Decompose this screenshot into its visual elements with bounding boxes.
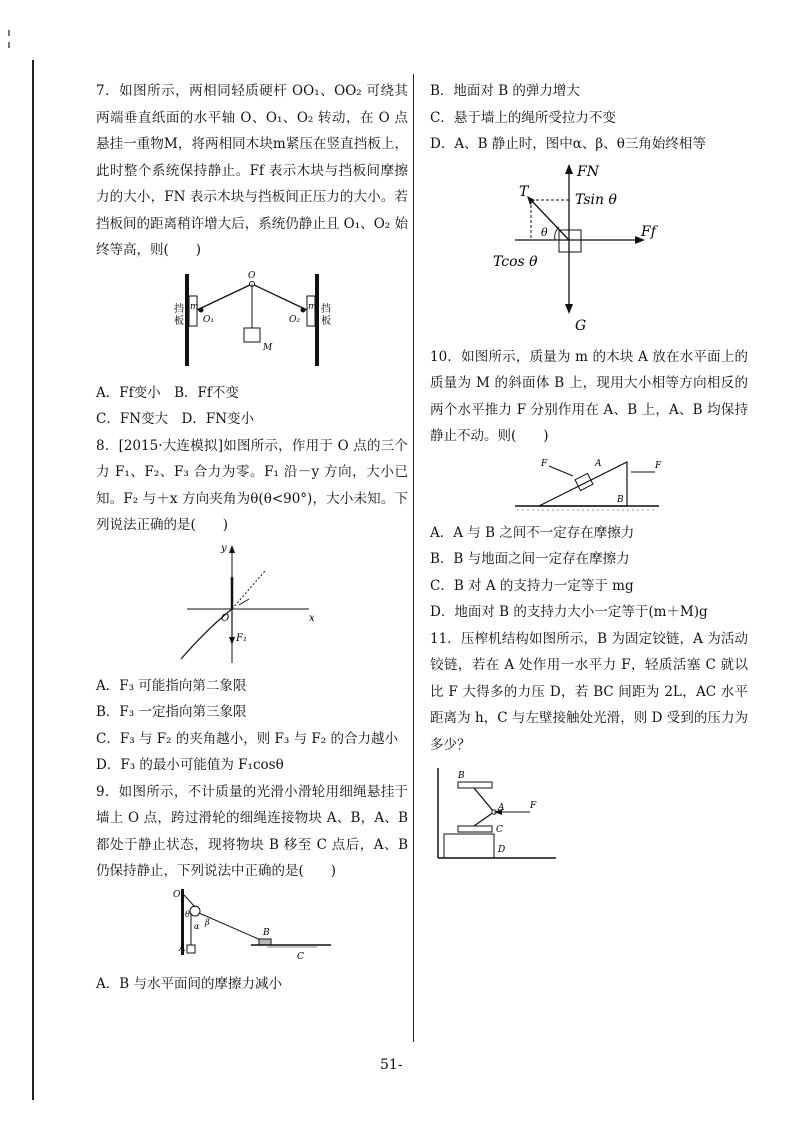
q10-option-a: A．A 与 B 之间不一定存在摩擦力 xyxy=(430,524,635,541)
q11-rod-ac xyxy=(474,812,494,826)
q7-label-M: M xyxy=(263,342,273,353)
q7-label-o: O xyxy=(248,270,256,281)
q11-label-b: B xyxy=(458,771,465,781)
q9-hanger xyxy=(184,895,195,907)
q10-wedge-b xyxy=(539,462,627,506)
q8-option-a: A．F₃ 可能指向第二象限 xyxy=(96,677,247,694)
page-number: 51- xyxy=(380,1057,403,1073)
question-11 xyxy=(430,626,748,865)
q9-label-theta: θ xyxy=(185,909,190,919)
q7-rod-right xyxy=(252,284,307,310)
q7-stem: 7．如图所示，两相同轻质硬杆 OO₁、OO₂ 可绕其两端垂直纸面的水平轴 O、O₁、O₂ 转动，在 O 点悬挂一重物M，将两相同木块m紧压在竖直挡板上，此时整个系统保持静止。Ff 表示木块与挡板间摩擦力的大小，FN 表示木块与挡板间正压力的大小。若挡板间的距离稍许增大后，系统仍静止且 O₁、O₂ 始终等高，则( ) xyxy=(96,83,408,258)
left-column xyxy=(96,78,408,997)
q10-label-b: B xyxy=(617,494,624,505)
fd-label-theta: θ xyxy=(541,225,548,239)
q9-label-alpha: α xyxy=(194,921,200,931)
fd-label-g: G xyxy=(575,317,587,334)
q11-hinge-b-mount xyxy=(458,782,492,788)
q7-label-o1: O₁ xyxy=(203,314,214,325)
q8-y-arrow xyxy=(229,545,235,553)
q11-piston-c xyxy=(458,826,492,832)
q7-label-o2: O₂ xyxy=(289,314,300,325)
q10-block-a xyxy=(575,473,593,490)
q10-label-f-right: F xyxy=(655,460,662,471)
left-margin-rule xyxy=(32,60,34,1100)
fd-label-fn: FN xyxy=(577,163,599,180)
q8-label-x: x xyxy=(309,612,315,624)
q11-label-a: A xyxy=(498,803,505,813)
q7-rod-left xyxy=(197,284,252,310)
fd-label-tcos: Tcos θ xyxy=(493,253,538,270)
fd-g-arrow xyxy=(565,304,573,314)
q8-label-f1: F₁ xyxy=(236,632,247,644)
force-diagram xyxy=(489,160,689,340)
q10-label-a: A xyxy=(595,458,602,469)
q9-option-a: A．B 与水平面间的摩擦力减小 xyxy=(96,975,282,992)
q11-rod-ba xyxy=(474,788,494,812)
q7-weight-m xyxy=(244,328,260,342)
q10-figure xyxy=(509,452,669,516)
q9-label-o: O xyxy=(173,889,181,900)
q7-pivot-o2 xyxy=(301,307,306,312)
q7-wall-left xyxy=(185,274,189,366)
q10-option-b: B．B 与地面之间一定存在摩擦力 xyxy=(430,551,630,567)
q11-stem: 11．压榨机结构如图所示，B 为固定铰链，A 为活动铰链，若在 A 处作用一水平力 F，轻质活塞 C 就以比 F 大得多的力压 D，若 BC 间距为 2L，AC 水平距离为 h，C 与左壁接触处光滑，则 D 受到的压力为多少？ xyxy=(430,630,748,753)
q7-wall-right xyxy=(315,274,319,366)
q10-force-left xyxy=(549,466,573,476)
q9-label-c: C xyxy=(297,951,304,962)
q8-label-o: O xyxy=(221,612,230,624)
q11-figure xyxy=(432,760,582,864)
q9-label-b: B xyxy=(263,927,270,938)
q7-wall-label-1: 挡 xyxy=(174,303,184,315)
q11-label-f: F xyxy=(530,801,537,811)
q11-block-d xyxy=(444,834,494,858)
q7-pivot-o1 xyxy=(199,307,204,312)
q10-stem: 10．如图所示，质量为 m 的木块 A 放在水平面上的质量为 M 的斜面体 B 上，现用大小相等方向相反的两个水平推力 F 分别作用在 A、B 上，A、B 均保持静止不动。则( ) xyxy=(430,348,748,444)
q7-wall-label-3: 挡 xyxy=(321,303,331,315)
fd-label-t: T xyxy=(519,183,529,200)
q8-option-c: C．F₃ 与 F₂ 的夹角越小，则 F₃ 与 F₂ 的合力越小 xyxy=(96,730,398,747)
q7-label-m-left: m xyxy=(190,301,199,312)
q10-option-d: D．地面对 B 的支持力大小一定等于(m＋M)g xyxy=(430,604,708,620)
q9-figure xyxy=(167,887,337,967)
fd-fn-arrow xyxy=(565,164,573,174)
question-8 xyxy=(96,433,408,779)
scan-mark xyxy=(8,30,10,36)
q7-option-cd: C．FN变大 D．FN变小 xyxy=(96,411,255,427)
q9-option-d: D．A、B 静止时，图中α、β、θ三角始终相等 xyxy=(430,136,706,152)
question-7 xyxy=(96,78,408,433)
question-9-cont xyxy=(430,78,748,340)
q7-label-m-right: m xyxy=(308,301,317,312)
q8-label-y: y xyxy=(221,542,227,554)
q8-f1-arrow xyxy=(229,637,235,645)
q7-figure xyxy=(174,266,331,376)
q11-label-d: D xyxy=(498,845,506,855)
q9-option-b: B．地面对 B 的弹力增大 xyxy=(430,83,580,99)
q8-option-b: B．F₃ 一定指向第三象限 xyxy=(96,704,247,720)
q7-wall-label-2: 板 xyxy=(174,315,184,327)
column-divider xyxy=(413,74,414,1042)
q8-figure xyxy=(177,541,327,669)
question-9 xyxy=(96,779,408,998)
q9-option-c: C．悬于墙上的绳所受拉力不变 xyxy=(430,109,616,126)
q11-label-c: C xyxy=(496,825,503,835)
fd-label-tsin: Tsin θ xyxy=(575,191,617,208)
q8-option-d: D．F₃ 的最小可能值为 F₁cosθ xyxy=(96,757,284,773)
q9-block-a xyxy=(187,945,195,953)
fd-tension xyxy=(531,200,569,240)
fd-label-ff: Ff xyxy=(641,223,656,240)
question-10 xyxy=(430,344,748,626)
q9-label-beta: β xyxy=(205,917,210,927)
q7-wall-label-4: 板 xyxy=(321,315,331,327)
q10-option-c: C．B 对 A 的支持力一定等于 mg xyxy=(430,577,634,594)
q9-stem: 9．如图所示，不计质量的光滑小滑轮用细绳悬挂于墙上 O 点，跨过滑轮的细绳连接物块 A、B，A、B 都处于静止状态，现将物块 B 移至 C 点后，A、B 仍保持静止，下列说法中正确的是( ) xyxy=(96,783,408,879)
q8-stem: 8．[2015·大连模拟]如图所示，作用于 O 点的三个力 F₁、F₂、F₃ 合力为零。F₁ 沿－y 方向，大小已知。F₂ 与＋x 方向夹角为θ(θ<90°)，大小未知。下列说法正确的是( ) xyxy=(96,437,408,533)
q9-label-a: A xyxy=(179,943,186,954)
q9-block-b xyxy=(259,939,271,945)
scan-mark xyxy=(8,42,10,48)
q7-option-ab: A．Ff变小 B．Ff不变 xyxy=(96,384,239,401)
q8-f2-dashed xyxy=(232,571,265,609)
right-column xyxy=(430,78,748,868)
q10-label-f-left: F xyxy=(541,458,548,469)
